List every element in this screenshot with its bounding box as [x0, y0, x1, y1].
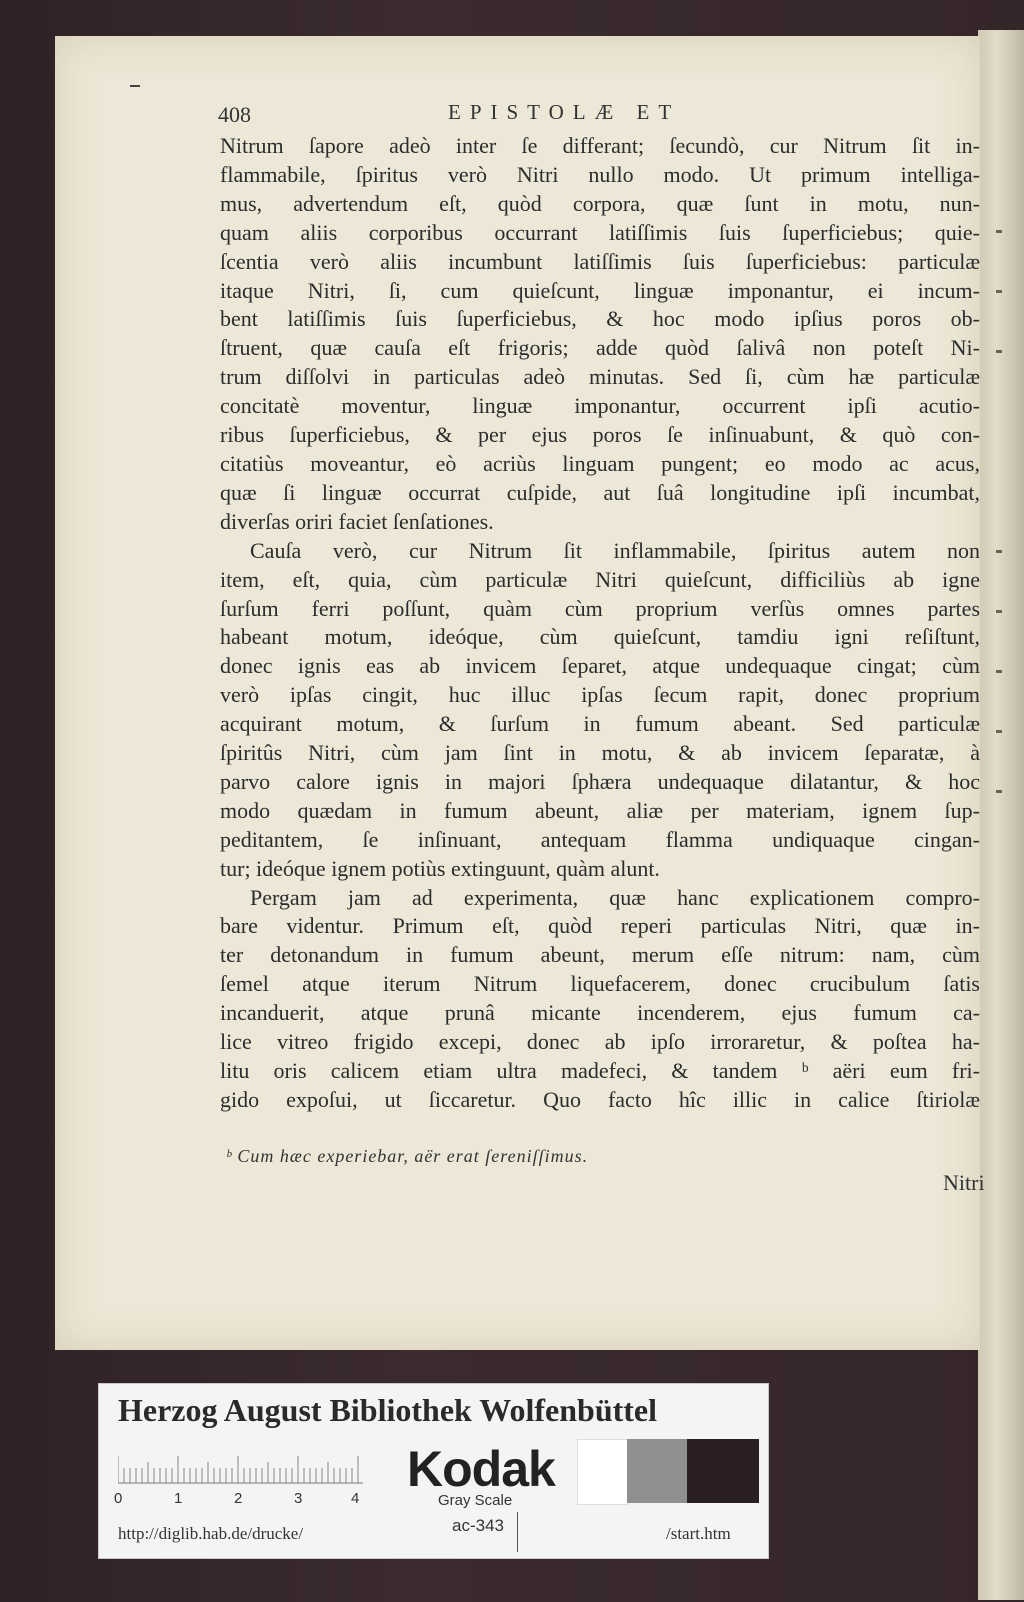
edge-mark: [996, 230, 1002, 233]
next-page-edge: [978, 30, 1024, 1600]
page-number: 408: [218, 102, 251, 127]
text-line: bent latiſſimis ſuis ſuperficiebus, & hoc modo ipſius poros ob-: [220, 306, 980, 332]
shelfmark: ac-343: [452, 1516, 504, 1535]
ruler-label: 1: [174, 1490, 183, 1507]
text-line: gido expoſui, ut ſiccaretur. Quo facto hîc illic in calice ſtiriolæ: [220, 1086, 980, 1112]
text-line: habeant motum, ideóque, cùm quieſcunt, tamdiu igni reſiſtunt,: [220, 624, 980, 650]
ruler-label: 0: [114, 1490, 123, 1507]
running-head: EPISTOLÆ ET: [448, 100, 681, 124]
gray-swatch-mid: [627, 1439, 687, 1503]
text-line: quæ ſi linguæ occurrat cuſpide, aut ſuâ longitudine ipſi incumbat,: [220, 479, 980, 505]
text-line: concitatè moventur, linguæ imponantur, occurrent ipſi acutio-: [220, 393, 980, 419]
gray-swatch-white: [577, 1439, 629, 1505]
text-line: item, eſt, quia, cùm particulæ Nitri quieſcunt, difficiliùs ab igne: [220, 566, 980, 592]
text-line: modo quædam in fumum abeunt, aliæ per materiam, ignem ſup-: [220, 797, 980, 823]
ruler-label: 3: [294, 1490, 303, 1507]
text-line: verò ipſas cingit, huc illuc ipſas ſecum rapit, donec proprium: [220, 682, 980, 708]
edge-mark: [996, 730, 1002, 733]
shelfmark-divider: [517, 1512, 518, 1552]
text-line: ribus ſuperficiebus, & per ejus poros ſe inſinuabunt, & quò con-: [220, 422, 980, 448]
text-line: ſpiritûs Nitri, cùm jam ſint in motu, & ab invicem ſeparatæ, à: [220, 740, 980, 766]
text-line: Pergam jam ad experimenta, quæ hanc explicationem compro-: [250, 884, 980, 910]
edge-mark: [996, 550, 1002, 553]
text-line: lice vitreo frigido excepi, donec ab ipſo irroraretur, & poſtea ha-: [220, 1029, 980, 1055]
source-url-suffix: /start.htm: [666, 1524, 731, 1543]
color-calibration-card: [98, 1383, 769, 1559]
edge-mark: [996, 670, 1002, 673]
text-line: itaque Nitri, ſi, cum quieſcunt, linguæ imponantur, ei incum-: [220, 277, 980, 303]
body-text: [220, 132, 980, 1115]
library-name: Herzog August Bibliothek Wolfenbüttel: [118, 1392, 658, 1428]
text-line: ſemel atque iterum Nitrum liquefacerem, donec crucibulum ſatis: [220, 971, 980, 997]
text-line: quam aliis corporibus occurrant latiſſimis ſuis ſuperficiebus; quie-: [220, 219, 980, 245]
text-line: incanduerit, atque prunâ micante incenderem, ejus fumum ca-: [220, 1000, 980, 1026]
catchword: Nitri: [943, 1170, 985, 1195]
edge-mark: [996, 290, 1002, 293]
source-url-prefix: http://diglib.hab.de/drucke/: [118, 1524, 304, 1543]
text-line: Nitrum ſapore adeò inter ſe differant; ſecundò, cur Nitrum ſit in-: [220, 133, 980, 158]
ruler-label: 4: [351, 1490, 360, 1507]
page-dash-mark: [130, 85, 140, 87]
edge-mark: [996, 610, 1002, 613]
text-line: litu oris calicem etiam ultra madefeci, & tandem ᵇ aëri eum fri-: [220, 1058, 980, 1083]
text-line: bare videntur. Primum eſt, quòd reperi particulas Nitri, quæ in-: [220, 913, 980, 939]
measurement-ruler: [118, 1446, 363, 1484]
kodak-logo: Kodak: [407, 1441, 555, 1497]
text-line: diverſas oriri faciet ſenſationes.: [220, 508, 494, 534]
ruler-label: 2: [234, 1490, 243, 1507]
text-line: flammabile, ſpiritus verò Nitri nullo modo. Ut primum intelliga-: [220, 161, 980, 187]
text-line: citatiùs moveantur, eò acriùs linguam pungent; eo modo ac acus,: [220, 450, 980, 476]
text-line: parvo calore ignis in majori ſphæra undequaque dilatantur, & hoc: [220, 768, 980, 794]
text-line: acquirant motum, & ſurſum in fumum abeant. Sed particulæ: [220, 711, 980, 737]
gray-swatch-dark: [687, 1439, 759, 1503]
text-line: mus, advertendum eſt, quòd corpora, quæ ſunt in motu, nun-: [220, 190, 980, 216]
edge-mark: [996, 350, 1002, 353]
text-line: ſurſum ferri poſſunt, quàm cùm proprium verſùs omnes partes: [220, 595, 980, 621]
text-line: peditantem, ſe inſinuant, antequam flamma undiquaque cingan-: [220, 826, 980, 852]
gray-scale-label: Gray Scale: [438, 1492, 513, 1509]
footnote: ᵇ Cum hæc experiebar, aër erat ſereniſſimus.: [226, 1146, 589, 1166]
text-line: ſcentia verò aliis incumbunt latiſſimis ſuis ſuperficiebus: particulæ: [220, 248, 980, 274]
text-line: donec ignis eas ab invicem ſeparet, atque undequaque cingat; cùm: [220, 653, 980, 679]
text-line: trum diſſolvi in particulas adeò minutas. Sed ſi, cùm hæ particulæ: [220, 364, 980, 390]
text-line: Cauſa verò, cur Nitrum ſit inflammabile, ſpiritus autem non: [250, 537, 980, 563]
book-page: [55, 36, 985, 1350]
text-line: ſtruent, quæ cauſa eſt frigoris; adde quòd ſalivâ non poteſt Ni-: [220, 335, 980, 361]
text-line: tur; ideóque ignem potiùs extinguunt, quàm alunt.: [220, 855, 660, 881]
ruler-ticks: [118, 1446, 363, 1484]
text-line: ter detonandum in fumum abeunt, merum eſſe nitrum: nam, cùm: [220, 942, 980, 968]
edge-mark: [996, 790, 1002, 793]
